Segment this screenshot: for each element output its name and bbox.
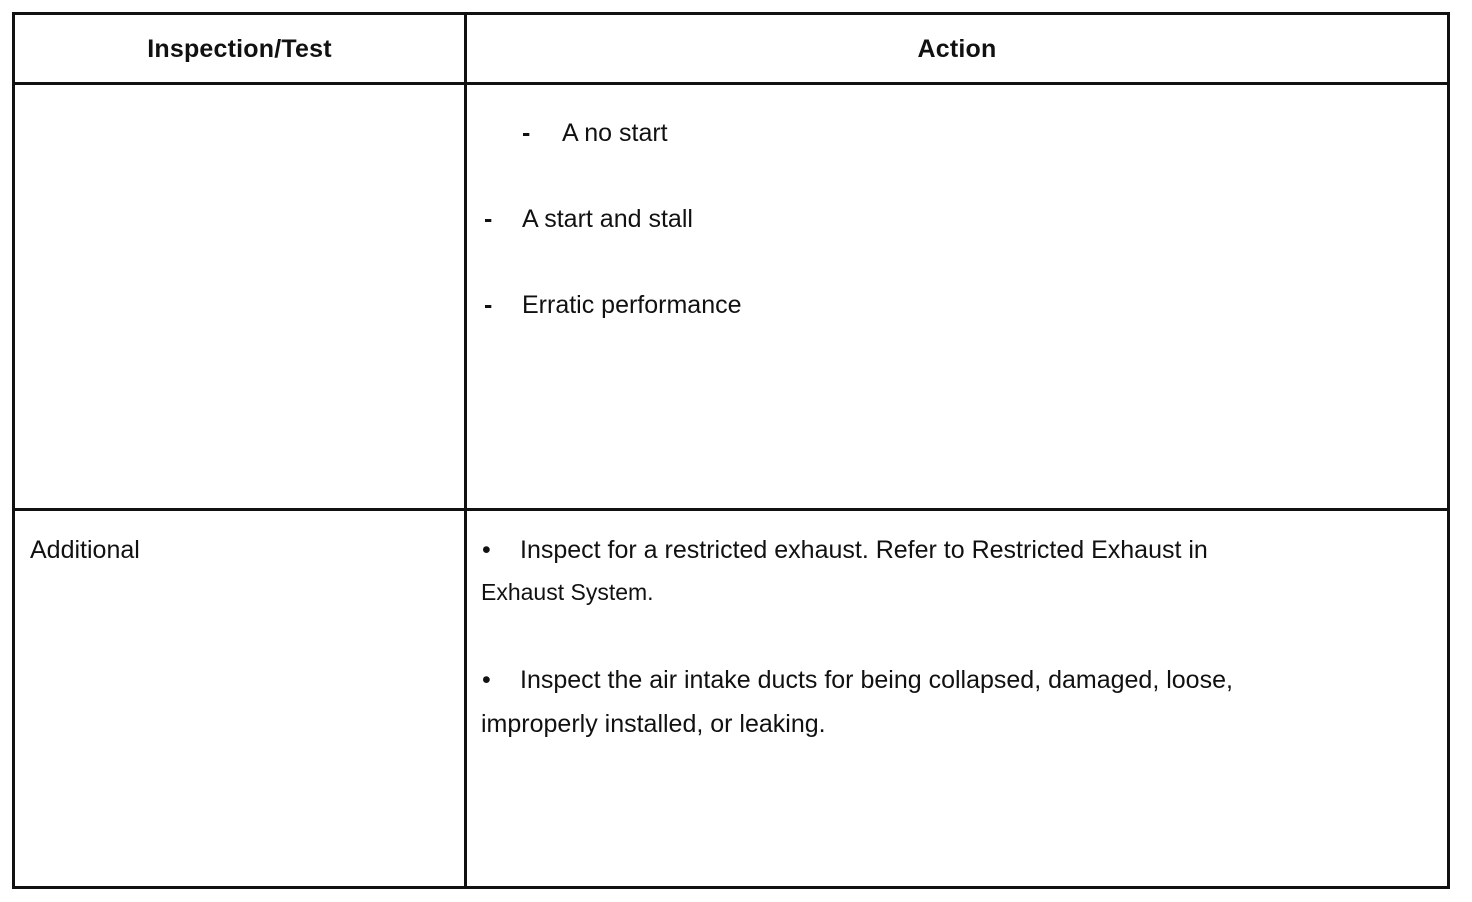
bullet-text-line: Exhaust System. bbox=[481, 579, 654, 605]
list-item-text: A start and stall bbox=[522, 205, 693, 233]
inspection-label-additional: Additional bbox=[30, 536, 140, 564]
list-item-marker: - bbox=[484, 205, 493, 233]
list-item-marker: - bbox=[484, 291, 493, 319]
list-item-text: Erratic performance bbox=[522, 291, 742, 319]
row-divider bbox=[15, 508, 1447, 511]
bullet-text-line: Inspect for a restricted exhaust. Refer to Restricted Exhaust in bbox=[520, 536, 1208, 564]
column-divider bbox=[464, 15, 467, 886]
diagnostic-table bbox=[12, 12, 1450, 889]
header-inspection-test: Inspection/Test bbox=[147, 34, 332, 63]
bullet-text-line: Inspect the air intake ducts for being collapsed, damaged, loose, bbox=[520, 666, 1233, 694]
header-action: Action bbox=[917, 34, 997, 63]
list-item-marker: - bbox=[522, 119, 531, 147]
bullet-marker: • bbox=[482, 536, 491, 564]
bullet-text-line: improperly installed, or leaking. bbox=[481, 710, 826, 738]
bullet-marker: • bbox=[482, 666, 491, 694]
list-item-text: A no start bbox=[562, 119, 668, 147]
